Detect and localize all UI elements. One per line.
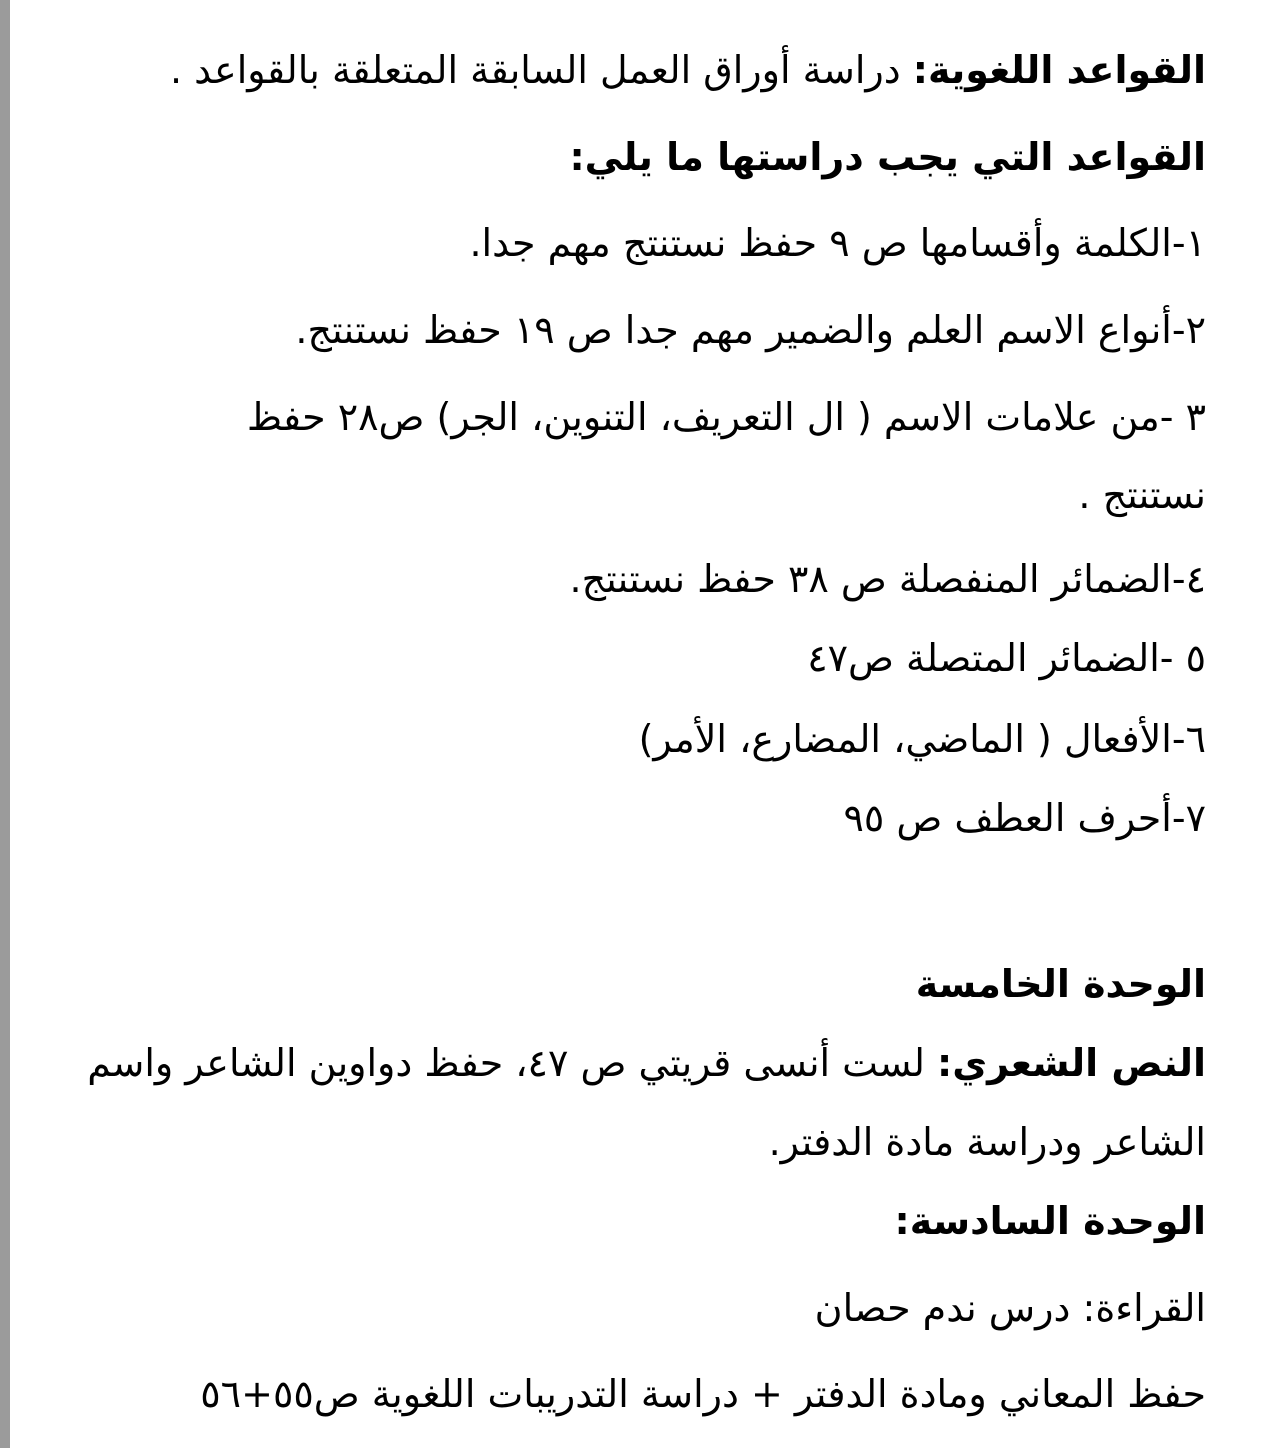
unit5-poem-line-2: الشاعر ودراسة مادة الدفتر. <box>768 1120 1206 1164</box>
unit5-poem-text: لست أنسى قريتي ص ٤٧، حفظ دواوين الشاعر واسم <box>87 1041 938 1085</box>
grammar-text: دراسة أوراق العمل السابقة المتعلقة بالقواعد . <box>169 48 913 92</box>
rule-item-5: ٥ -الضمائر المتصلة ص٤٧ <box>807 636 1206 680</box>
rules-heading: القواعد التي يجب دراستها ما يلي: <box>569 135 1206 179</box>
unit6-heading: الوحدة السادسة: <box>894 1199 1206 1243</box>
rule-item-6: ٦-الأفعال ( الماضي، المضارع، الأمر) <box>638 717 1206 761</box>
unit6-reading: القراءة: درس ندم حصان <box>814 1286 1206 1330</box>
rule-item-1: ١-الكلمة وأقسامها ص ٩ حفظ نستنتج مهم جدا. <box>469 221 1206 265</box>
unit5-poem-label: النص الشعري: <box>937 1041 1206 1085</box>
rule-item-3: ٣ -من علامات الاسم ( ال التعريف، التنوين، الجر) ص٢٨ حفظ <box>246 395 1206 439</box>
grammar-heading: القواعد اللغوية: <box>912 48 1206 92</box>
unit5-poem-line <box>87 1037 1206 1089</box>
rule-item-4: ٤-الضمائر المنفصلة ص ٣٨ حفظ نستنتج. <box>569 557 1206 601</box>
unit5-heading: الوحدة الخامسة <box>915 962 1206 1006</box>
page-left-border <box>0 0 10 1448</box>
rule-item-3-continued: نستنتج . <box>1078 473 1206 517</box>
rule-item-2: ٢-أنواع الاسم العلم والضمير مهم جدا ص ١٩ حفظ نستنتج. <box>295 308 1206 352</box>
document-page <box>10 0 1284 1448</box>
unit6-study: حفظ المعاني ومادة الدفتر + دراسة التدريبات اللغوية ص٥٥+٥٦ <box>200 1372 1206 1416</box>
rule-item-7: ٧-أحرف العطف ص ٩٥ <box>843 796 1206 840</box>
grammar-line <box>170 44 1206 96</box>
